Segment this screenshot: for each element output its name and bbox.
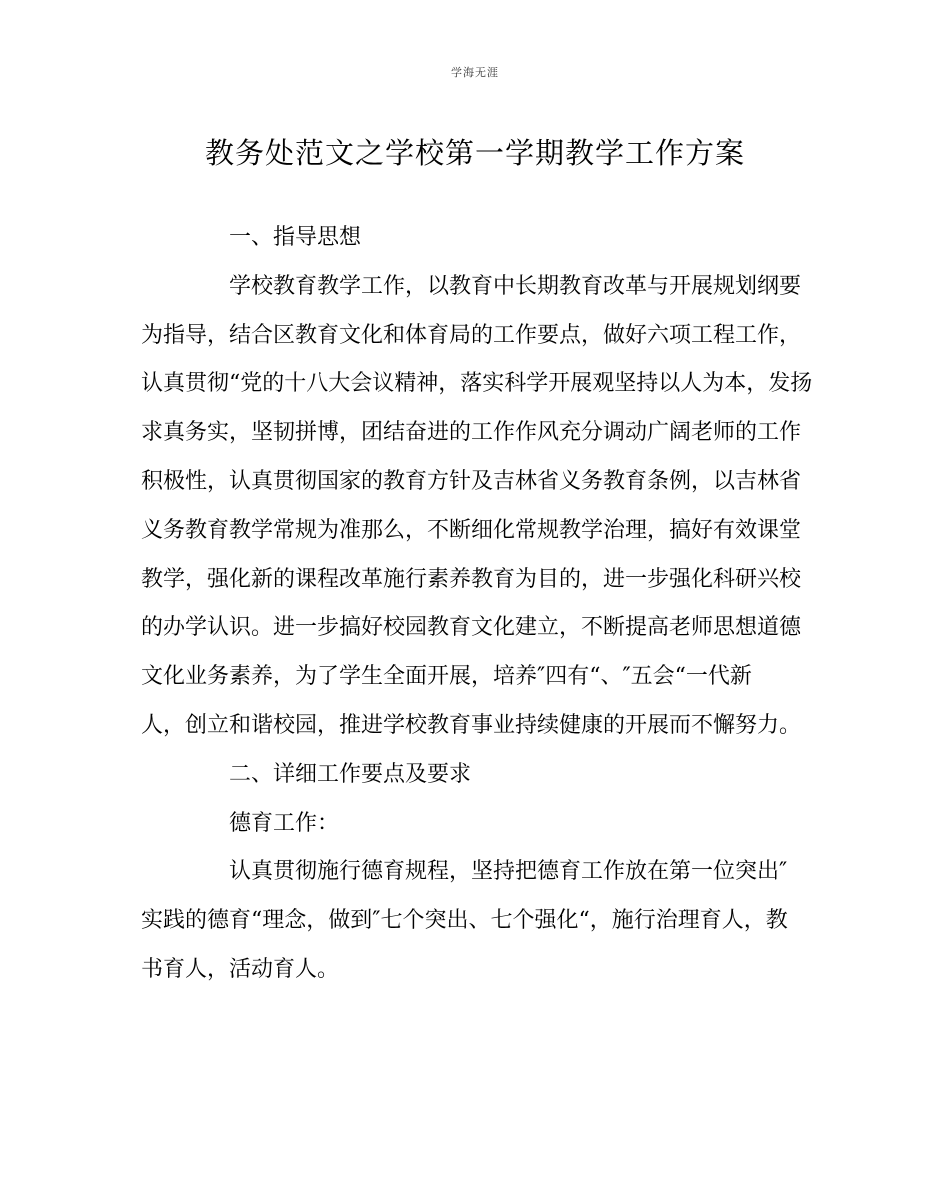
text-line: 认真贯彻施行德育规程，坚持把德育工作放在第一位突出″ (229, 859, 788, 885)
text-line: 学校教育教学工作，以教育中长期教育改革与开展规划纲要 (229, 273, 802, 299)
document-title: 教务处范文之学校第一学期教学工作方案 (204, 136, 745, 170)
text-line: 求真务实，坚韧拼博，团结奋进的工作作风充分调动广阔老师的工作 (141, 420, 802, 446)
text-line: 文化业务素养，为了学生全面开展，培养″四有“、″五会“一代新 (141, 664, 752, 690)
page-header: 学海无涯 (451, 66, 499, 79)
text-line: 认真贯彻“党的十八大会议精神，落实科学开展观坚持以人为本，发扬 (141, 371, 813, 397)
text-line: 德育工作： (229, 810, 340, 836)
text-line: 实践的德育“理念，做到″七个突出、七个强化“，施行治理育人，教 (141, 908, 788, 934)
text-line: 一、指导思想 (229, 225, 362, 250)
text-line: 二、详细工作要点及要求 (229, 761, 472, 787)
text-line: 人，创立和谐校园，推进学校教育事业持续健康的开展而不懈努力。 (141, 712, 802, 738)
text-line: 的办学认识。进一步搞好校园教育文化建立，不断提高老师思想道德 (141, 615, 802, 641)
text-line: 教学，强化新的课程改革施行素养教育为目的，进一步强化科研兴校 (141, 566, 802, 592)
document-body (141, 222, 813, 1003)
text-line: 为指导，结合区教育文化和体育局的工作要点，做好六项工程工作， (141, 322, 802, 348)
text-line: 义务教育教学常规为准那么，不断细化常规教学治理，搞好有效课堂 (141, 517, 802, 543)
text-line: 积极性，认真贯彻国家的教育方针及吉林省义务教育条例，以吉林省 (141, 468, 802, 494)
text-line: 书育人，活动育人。 (141, 956, 340, 982)
